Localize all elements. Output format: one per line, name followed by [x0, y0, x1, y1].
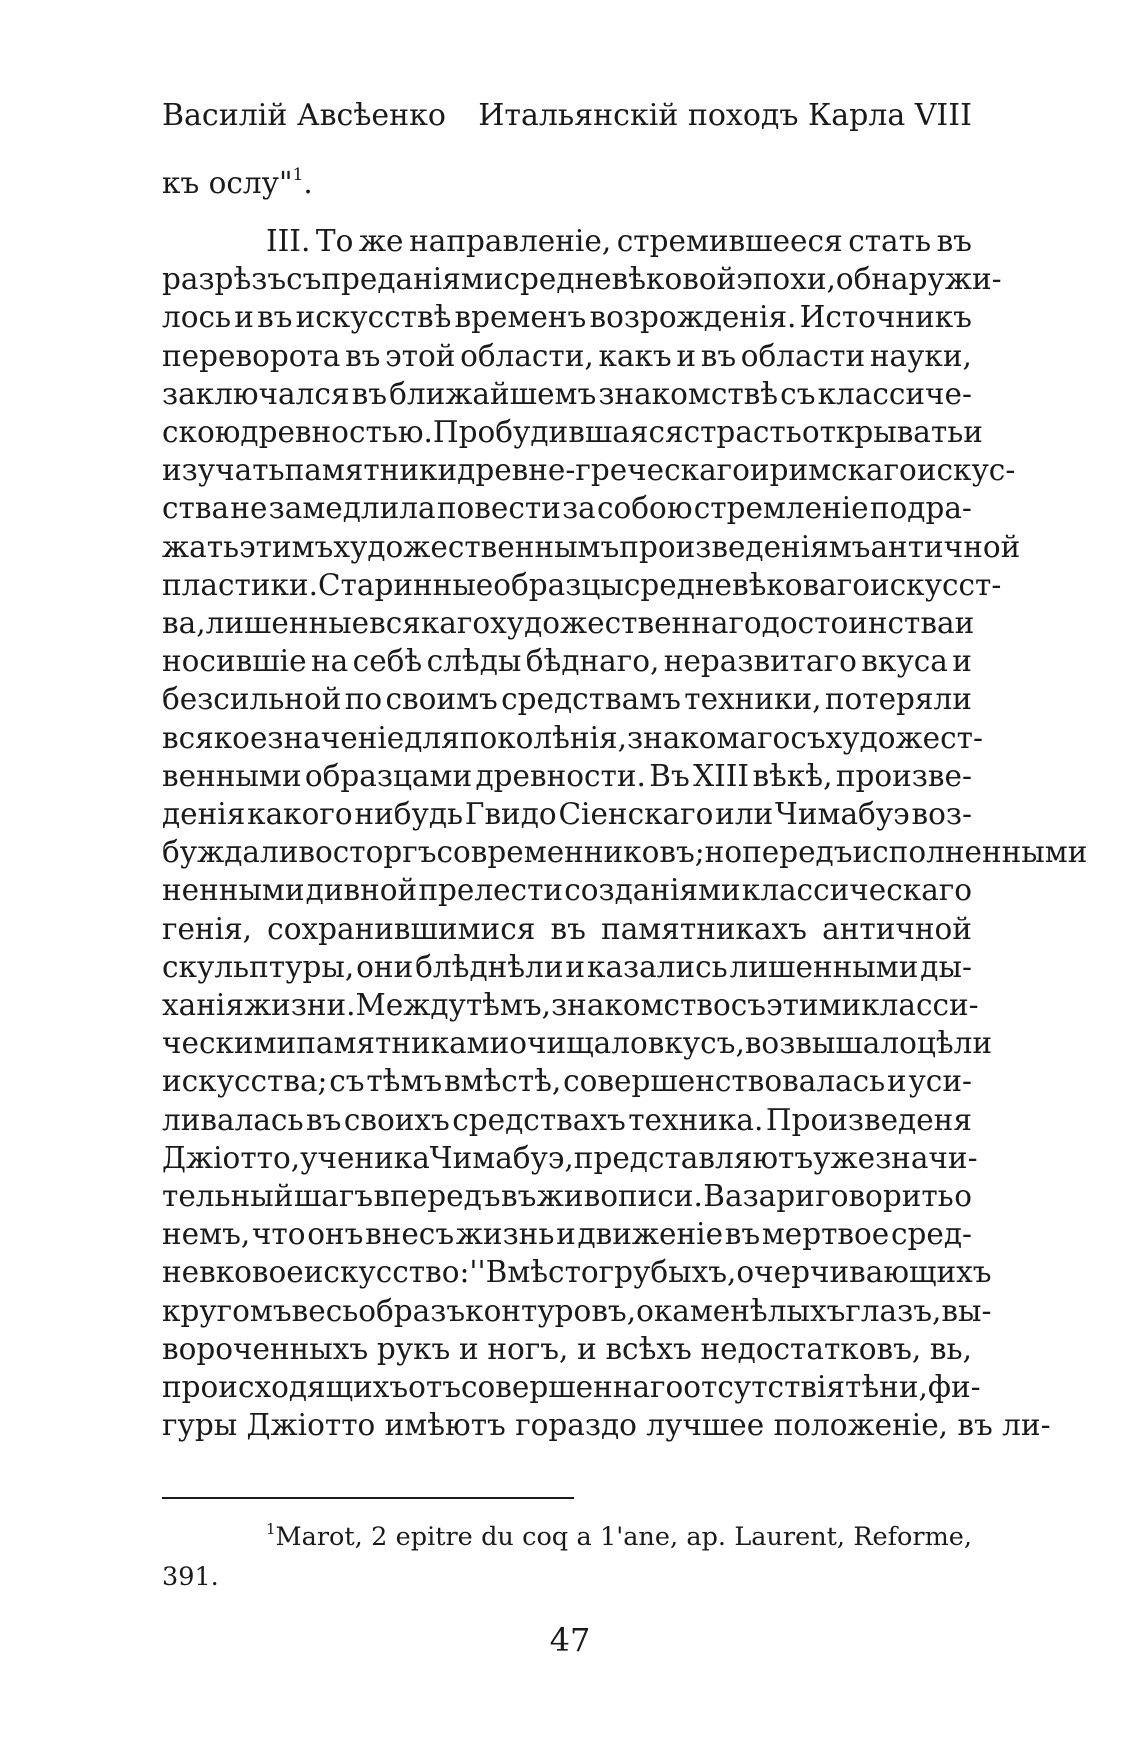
- paragraph-line: невковое искусство: ''Вмѣсто грубыхъ, очерчивающихъ: [162, 1255, 992, 1290]
- paragraph-line: безсильной по своимъ средствамъ техники, потеряли: [162, 682, 972, 717]
- paragraph-line: Джіотто, ученика Чимабуэ, представляютъ уже значи-: [162, 1140, 978, 1175]
- carry-over-line: [162, 164, 972, 202]
- paragraph-line: ненными дивной прелести созданіями классическаго: [162, 873, 972, 908]
- main-paragraph: [162, 222, 1088, 1445]
- paragraph-line: III. То же направленіе, стремившееся стать въ: [266, 224, 972, 258]
- paragraph-line: носившіе на себѣ слѣды бѣднаго, неразвитаго вкуса и: [162, 644, 972, 679]
- running-header: [162, 96, 972, 136]
- paragraph-line: скою древностью. Пробудившаяся страсть открывать и: [162, 415, 983, 450]
- paragraph-line: немъ, что онъ внесъ жизнь и движеніе въ мертвое сред-: [162, 1217, 972, 1252]
- paragraph-line: ческими памятниками очищало вкусъ, возвышало цѣли: [162, 1026, 993, 1061]
- header-title: Итальянскій походъ Карла VIII: [478, 98, 972, 133]
- paragraph-line: происходящихъ отъ совершеннаго отсутствія тѣни, фи-: [162, 1370, 981, 1405]
- footnote: [162, 1517, 972, 1597]
- paragraph-line: всякое значеніе для поколѣнія, знакомаго съ художест-: [162, 720, 983, 755]
- page-number: 47: [549, 1621, 591, 1659]
- paragraph-line: ханія жизни. Между тѣмъ, знакомство съ этими класси-: [162, 988, 979, 1023]
- paragraph-line: денія какого нибудь Гвидо Сіенскаго или Чимабуэ воз-: [162, 797, 972, 832]
- carry-over-end: .: [303, 166, 313, 200]
- paragraph-line: тельный шагъ впередъ въ живописи. Вазари говорить о: [162, 1179, 972, 1214]
- footnote-line: $^1$Marot, 2 epitre du coq a 1'ane, ap. Laurent, Reforme,: [266, 1520, 972, 1552]
- header-author: Василій Авсѣенко: [162, 98, 446, 133]
- paragraph-line: разрѣзъ съ преданіями средневѣковой эпохи, обнаружи-: [162, 262, 1002, 297]
- paragraph-line: вороченныхъ рукъ и ногъ, и всѣхъ недостатковъ, вь,: [162, 1331, 972, 1366]
- footnote-divider: [162, 1497, 574, 1499]
- footnote-line: 391.: [162, 1562, 219, 1592]
- paragraph-line: лось и въ искусствѣ временъ возрожденія. Источникъ: [162, 300, 972, 335]
- paragraph-line: скульптуры, они блѣднѣли и казались лишенными ды-: [162, 949, 972, 984]
- paragraph-line: пластики. Старинные образцы средневѣковаго искусст-: [162, 567, 1002, 602]
- carry-over-text: къ ослу": [162, 166, 293, 200]
- paragraph-line: генія, сохранившимися въ памятникахъ античной: [162, 911, 972, 946]
- paragraph-line: кругомъ весь образъ контуровъ, окаменѣлыхъ глазъ, вы-: [162, 1293, 992, 1328]
- paragraph-line: ва, лишенные всякаго художественнаго достоинства и: [162, 606, 975, 641]
- paragraph-line: изучать памятники древне-греческаго и римскаго искус-: [162, 453, 1016, 488]
- footnote-marker: 1: [266, 1520, 276, 1538]
- footnote-reference: 1: [292, 165, 304, 185]
- paragraph-line: заключался въ ближайшемъ знакомствѣ съ классиче-: [162, 376, 972, 411]
- paragraph-line: гуры Джіотто имѣютъ гораздо лучшее положеніе, въ ли-: [162, 1408, 1051, 1443]
- paragraph-line: жать этимъ художественнымъ произведеніямъ античной: [162, 529, 1021, 564]
- paragraph-line: ства не замедлила повести за собою стремленіе подра-: [162, 491, 972, 526]
- paragraph-line: искусства; съ тѣмъ вмѣстѣ, совершенствовалась и уси-: [162, 1064, 972, 1099]
- paragraph-line: переворота въ этой области, какъ и въ области науки,: [162, 338, 972, 373]
- paragraph-line: буждали восторгъ современниковъ; но передъ исполненными: [162, 835, 1088, 870]
- paragraph-line: ливалась въ своихъ средствахъ техника. Произведеня: [162, 1102, 972, 1137]
- paragraph-line: венными образцами древности. Въ XIII вѣкѣ, произве-: [162, 758, 972, 793]
